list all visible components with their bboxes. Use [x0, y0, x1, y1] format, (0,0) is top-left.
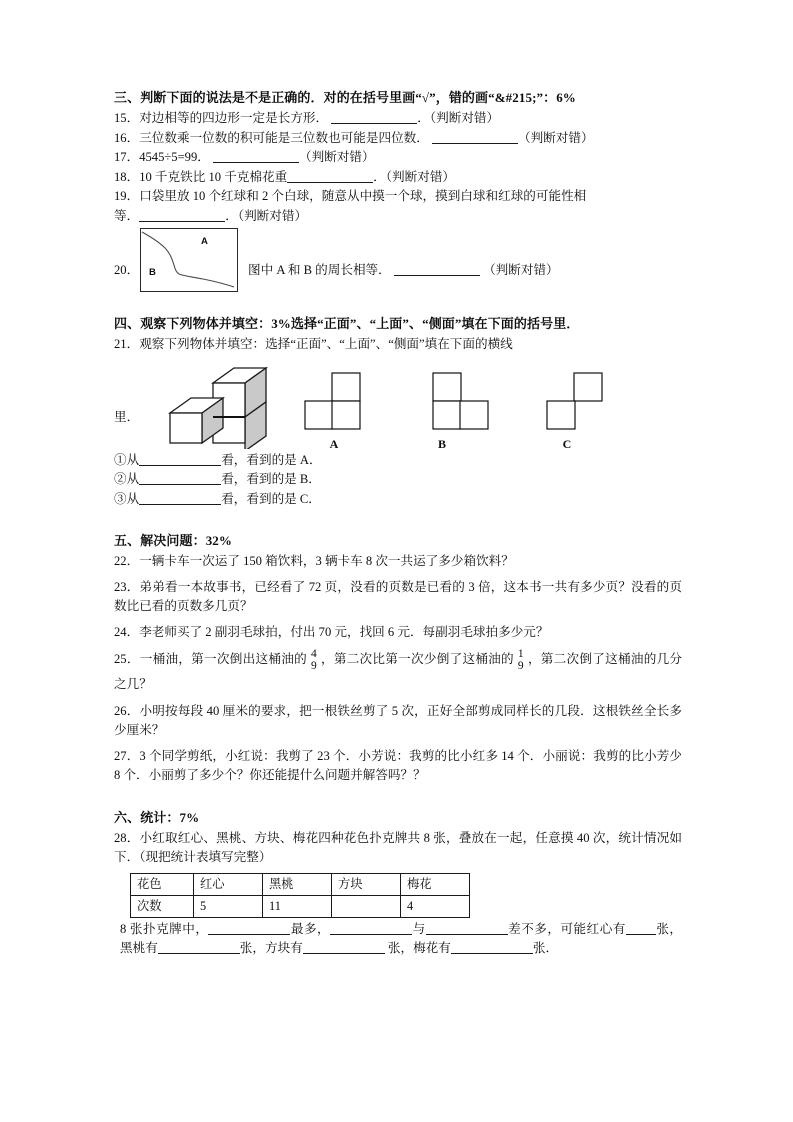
- fill-text-8: 张．: [532, 941, 559, 956]
- question-21-figures: [114, 359, 682, 451]
- question-20: [114, 228, 682, 292]
- table-header-diamonds: 方块: [332, 873, 401, 895]
- question-23-number: 23．: [114, 579, 140, 594]
- question-25-number: 25．: [114, 652, 140, 666]
- question-15-text: 对边相等的四边形一定是长方形．: [139, 111, 329, 125]
- fill-blank-4[interactable]: [626, 921, 656, 935]
- fill-text-2: 最多，: [290, 921, 331, 936]
- question-21-text: 观察下列物体并填空：选择“正面”、“上面”、“侧面”填在下面的横线: [139, 337, 513, 351]
- fill-text-1: 8 张扑克牌中，: [120, 921, 209, 936]
- flat-shape-c-icon: [546, 371, 606, 433]
- question-28: [114, 829, 682, 868]
- answer-1-marker: ①: [114, 452, 127, 467]
- table-header-spades: 黑桃: [263, 873, 332, 895]
- question-20-text: 图中 A 和 B 的周长相等．: [248, 262, 391, 277]
- question-18: [114, 168, 682, 188]
- question-15-answer-blank[interactable]: [331, 110, 417, 124]
- fill-blank-2[interactable]: [330, 921, 412, 935]
- question-28-fill-line: [120, 920, 682, 959]
- question-17-number: 17．: [114, 150, 140, 164]
- question-16-text: 三位数乘一位数的积可能是三位数也可能是四位数．: [139, 130, 429, 145]
- flat-shape-b-icon: [432, 371, 492, 433]
- table-row-label-count: 次数: [131, 895, 194, 917]
- page-content: [114, 88, 682, 959]
- section-4-heading: [114, 314, 682, 334]
- question-20-figure: [140, 228, 238, 292]
- question-20-number: 20．: [114, 262, 140, 277]
- table-cell-hearts-count[interactable]: 5: [194, 895, 263, 917]
- spacer-after-section-4: [114, 509, 682, 531]
- question-26-text: 小明按每段 40 厘米的要求，把一根铁丝剪了 5 次，正好全部剪成同样长的几段．这根铁丝全长多少厘米？: [114, 703, 683, 738]
- question-17-tail: （判断对错）: [299, 150, 375, 164]
- fill-text-6: 张，方块有: [239, 941, 303, 956]
- question-23: [114, 578, 682, 617]
- question-19-line2: [114, 207, 682, 227]
- question-16-answer-blank[interactable]: [432, 130, 518, 144]
- answer-2-blank[interactable]: [139, 471, 221, 485]
- question-26-number: 26．: [114, 703, 140, 718]
- answer-3-text: 看，看到的是 C．: [221, 491, 321, 506]
- statistics-table: [130, 873, 470, 918]
- table-cell-spades-count[interactable]: 11: [263, 895, 332, 917]
- fill-text-7: 张，梅花有: [384, 941, 451, 956]
- fill-blank-3[interactable]: [426, 921, 508, 935]
- question-25: [114, 648, 682, 696]
- section-5-heading-text: 五、解决问题：32%: [114, 533, 233, 548]
- answer-1-text: 看，看到的是 A．: [221, 452, 322, 467]
- fill-text-5: 张，黑桃有: [120, 921, 683, 956]
- figure-label-b: B: [149, 267, 156, 278]
- table-header-clubs: 梅花: [401, 873, 470, 895]
- fill-text-3: 与: [412, 921, 426, 936]
- spacer-after-section-3: [114, 292, 682, 314]
- question-27: [114, 747, 682, 786]
- question-22-text: 一辆卡车一次运了 150 箱饮料，3 辆卡车 8 次一共运了多少箱饮料？: [139, 554, 514, 568]
- curve-graphic: [141, 229, 235, 289]
- answer-2-text: 看，看到的是 B．: [221, 472, 321, 486]
- question-19-number: 19．: [114, 189, 140, 203]
- question-17-answer-blank[interactable]: [213, 149, 299, 163]
- table-header-hearts: 红心: [194, 873, 263, 895]
- table-cell-clubs-count[interactable]: 4: [401, 895, 470, 917]
- question-25-part1: 一桶油，第一次倒出这桶油的: [139, 652, 307, 666]
- answer-3-prefix: 从: [126, 491, 140, 506]
- question-19: [114, 187, 682, 207]
- section-6-heading-text: 六、统计：7%: [114, 809, 200, 825]
- fraction-2-denominator: 9: [517, 659, 524, 672]
- flat-shape-a-caption: A: [329, 436, 339, 451]
- answer-1-blank[interactable]: [139, 452, 221, 466]
- question-27-number: 27．: [114, 748, 140, 763]
- fill-blank-7[interactable]: [451, 940, 533, 954]
- question-15-number: 15．: [114, 111, 140, 125]
- table-row-headers: [131, 873, 470, 895]
- flat-shape-a-icon: [304, 371, 364, 433]
- fill-blank-1[interactable]: [208, 921, 290, 935]
- question-22: [114, 552, 682, 572]
- spacer-after-section-5: [114, 786, 682, 808]
- question-19-tail: ．（判断对错）: [225, 208, 308, 223]
- question-28-number: 28．: [114, 830, 140, 845]
- question-21-text-cont: 里．: [114, 409, 140, 424]
- question-21-answer-3: [114, 490, 682, 510]
- section-3-heading: [114, 88, 682, 108]
- fraction-2-numerator: 1: [517, 648, 524, 661]
- answer-2-marker: ②: [114, 472, 127, 486]
- question-22-number: 22．: [114, 554, 140, 568]
- section-5-heading: [114, 531, 682, 551]
- table-row-counts: [131, 895, 470, 917]
- table-header-suit: 花色: [131, 873, 194, 895]
- flat-shape-c-caption: C: [562, 436, 572, 451]
- section-3-heading-text: 三、判断下面的说法是不是正确的．对的在括号里画“√”，错的画“&#215;”：6%: [114, 90, 576, 105]
- fill-blank-5[interactable]: [158, 940, 240, 954]
- question-15-tail: ．（判断对错）: [417, 111, 500, 125]
- question-25-part3: ，第二次倒了这桶油的几分之几？: [114, 652, 683, 691]
- flat-shape-b-caption: B: [437, 436, 446, 451]
- question-19-text: 口袋里放 10 个红球和 2 个白球，随意从中摸一个球，摸到白球和红球的可能性相: [139, 189, 587, 203]
- question-23-text: 弟弟看一本故事书，已经看了 72 页，没看的页数是已看的 3 倍，这本书一共有多少页？没看的页数比已看的页数多几页？: [114, 579, 683, 613]
- fraction-1-denominator: 9: [310, 659, 317, 672]
- question-25-part2: ，第二次比第一次少倒了这桶油的: [320, 652, 514, 666]
- fraction-4-9: [309, 649, 319, 673]
- question-20-answer-blank[interactable]: [394, 262, 480, 276]
- question-19-answer-blank[interactable]: [139, 208, 225, 222]
- question-21: [114, 335, 682, 355]
- question-24: [114, 623, 682, 643]
- question-18-text: 10 千克铁比 10 千克棉花重: [139, 169, 288, 184]
- three-cube-solid-icon: [156, 361, 286, 449]
- question-18-tail: ．（判断对错）: [373, 169, 456, 184]
- question-24-text: 李老师买了 2 副羽毛球拍，付出 70 元，找回 6 元．每副羽毛球拍多少元？: [139, 624, 549, 639]
- question-16-tail: （判断对错）: [518, 130, 594, 145]
- question-17-text: 4545÷5=99．: [139, 150, 210, 164]
- question-24-number: 24．: [114, 624, 140, 639]
- question-19-line2-prefix: 等．: [114, 208, 140, 223]
- question-21-answer-1: [114, 451, 682, 471]
- figure-label-a: A: [201, 236, 208, 247]
- question-27-text: 3 个同学剪纸，小红说：我剪了 23 个．小芳说：我剪的比小红多 14 个．小丽说：我剪的比小芳少 8 个．小丽剪了多少个？你还能提什么问题并解答吗？？: [114, 748, 682, 783]
- question-16: [114, 129, 682, 149]
- question-21-answer-2: [114, 470, 682, 490]
- question-21-number: 21．: [114, 337, 140, 351]
- fill-text-4: 差不多，可能红心有: [507, 921, 626, 936]
- question-18-number: 18．: [114, 169, 140, 184]
- answer-1-prefix: 从: [126, 452, 140, 467]
- question-17: [114, 148, 682, 168]
- fraction-1-numerator: 4: [310, 648, 317, 661]
- fraction-1-9: [516, 649, 526, 673]
- fill-blank-6[interactable]: [303, 940, 385, 954]
- question-20-tail: （判断对错）: [483, 262, 559, 277]
- answer-2-prefix: 从: [126, 472, 140, 486]
- question-18-answer-blank[interactable]: [287, 169, 373, 183]
- question-16-number: 16．: [114, 130, 140, 145]
- section-4-heading-text: 四、观察下列物体并填空：3%选择“正面”、“上面”、“侧面”填在下面的括号里．: [114, 316, 580, 331]
- question-20-text-wrap: [238, 261, 559, 293]
- table-cell-diamonds-count[interactable]: [332, 895, 401, 917]
- question-26: [114, 702, 682, 741]
- question-28-text: 小红取红心、黑桃、方块、梅花四种花色扑克牌共 8 张，叠放在一起，任意摸 40 次，统计情况如下．（现把统计表填写完整）: [114, 830, 683, 865]
- answer-3-blank[interactable]: [139, 491, 221, 505]
- question-15: [114, 109, 682, 129]
- section-6-heading: [114, 808, 682, 828]
- answer-3-marker: ③: [114, 491, 127, 506]
